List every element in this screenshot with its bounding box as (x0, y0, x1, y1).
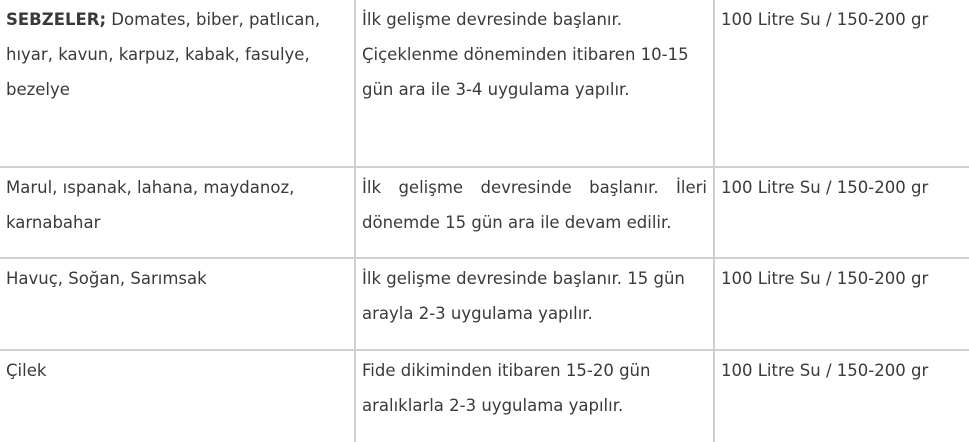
crop-cell: Marul, ıspanak, lahana, maydanoz, karnabahar (0, 167, 355, 258)
dose-cell: 100 Litre Su / 150-200 gr (714, 167, 969, 258)
timing-cell: İlk gelişme devresinde başlanır. Çiçeklenme döneminden itibaren 10-15 gün ara ile 3-4 uygulama yapılır. (355, 0, 714, 167)
category-label: SEBZELER; (6, 10, 107, 29)
timing-cell: İlk gelişme devresinde başlanır. 15 gün arayla 2-3 uygulama yapılır. (355, 258, 714, 350)
table-row (0, 0, 969, 167)
timing-cell: İlk gelişme devresinde başlanır. İleri dönemde 15 gün ara ile devam edilir. (355, 167, 714, 258)
table-row (0, 258, 969, 350)
dose-cell: 100 Litre Su / 150-200 gr (714, 258, 969, 350)
timing-cell: Fide dikiminden itibaren 15-20 gün aralıklarla 2-3 uygulama yapılır. (355, 350, 714, 442)
dose-cell: 100 Litre Su / 150-200 gr (714, 0, 969, 167)
crop-cell: Çilek (0, 350, 355, 442)
table-row (0, 350, 969, 442)
crop-cell: Havuç, Soğan, Sarımsak (0, 258, 355, 350)
dose-cell: 100 Litre Su / 150-200 gr (714, 350, 969, 442)
crop-cell (0, 0, 355, 167)
table-row (0, 167, 969, 258)
crop-list: Domates, biber, patlıcan, hıyar, kavun, karpuz, kabak, fasulye, bezelye (6, 10, 321, 99)
